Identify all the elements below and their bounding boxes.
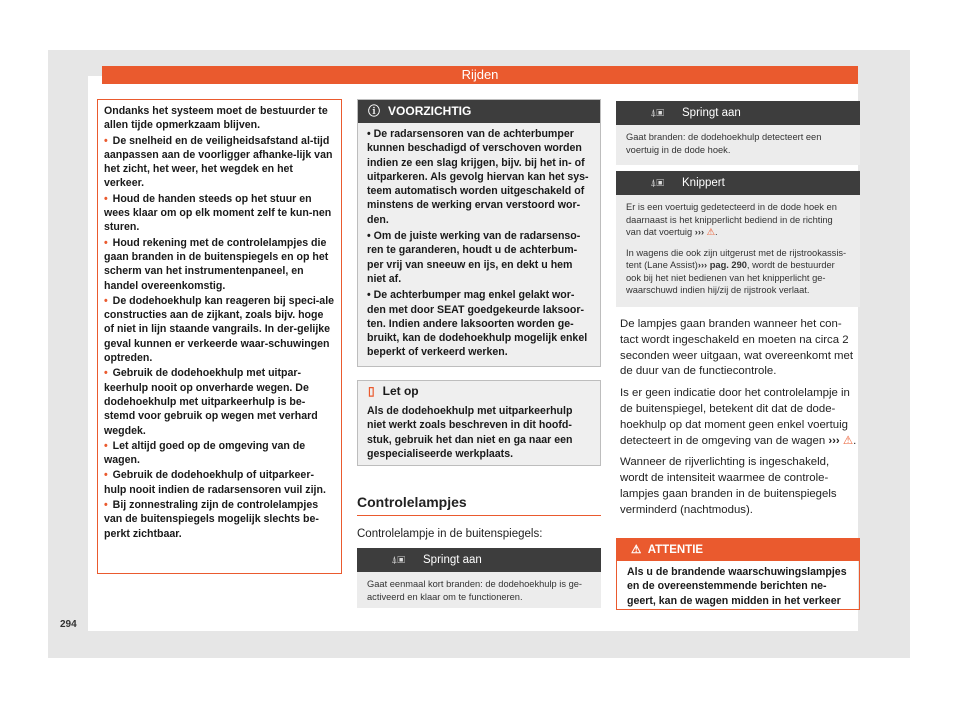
- body-text: [620, 317, 858, 525]
- attention-text: Als u de brandende waarschuwingslampjes en de overeenstemmende berichten ne-geert, kan de wagen midden in het verkeer: [627, 566, 847, 607]
- list-item: • Gebruik de dodehoekhulp of uitparkeer-hulp nooit indien de radarsensoren vuil zijn.: [104, 469, 326, 496]
- bullet-icon: •: [104, 469, 108, 482]
- page-reference-link[interactable]: ››› pag. 290: [697, 260, 747, 270]
- note-header: [358, 381, 600, 401]
- blind-spot-icon: ⍋▣: [650, 107, 664, 119]
- lamp-box-on: [616, 101, 860, 165]
- bullet-icon: •: [104, 499, 108, 512]
- note-text: Als de dodehoekhulp met uitparkeerhulp niet werkt zoals beschreven in dit hoofd-stuk, gebruik het dan niet en ga naar een gespecialiseerde werkplaats.: [367, 405, 573, 460]
- paragraph: Is er geen indicatie door het controlelampje in de buitenspiegel, betekent dit dat de dode-hoekhulp op dat moment geen enkel voertuig detecteert in de omgeving van de wagen ››› ⚠.: [620, 387, 857, 447]
- page-number: 294: [60, 619, 77, 630]
- list-item: • De snelheid en de veiligheidsafstand al-tijd aanpassen aan de voorligger afhanke-lijk van het zicht, het weer, het wegdek en het verkeer.: [104, 134, 333, 190]
- list-item: • De radarsensoren van de achterbumper kunnen beschadigd of verschoven worden indien ze een slag krijgen, bijv. bij het in- of uitparkeren. Als gevolg hiervan kan het sys-teem automatisch worden uitgeschakeld of minstens de werking ervan verstoord wor-den.: [367, 128, 589, 226]
- warning-triangle-icon: ⚠: [842, 434, 854, 447]
- lamp-header: [357, 548, 601, 572]
- paragraph: De lampjes gaan branden wanneer het con-tact wordt ingeschakeld en moeten na circa 2 seconden weer uitgaan, wat overeenkomt met de duur van de functiecontrole.: [620, 318, 854, 378]
- list-item: • Gebruik de dodehoekhulp met uitpar-keerhulp nooit op onverharde wegen. De dodehoekhulp met uitparkeerhulp is be-stemd voor gebruik op wegen met verhard wegdek.: [104, 367, 318, 437]
- warning-continuation-box: [97, 99, 342, 574]
- lamp-header: [616, 171, 860, 195]
- bullet-icon: •: [104, 236, 108, 249]
- blind-spot-icon: ⍋▣: [391, 554, 405, 566]
- list-item: • De achterbumper mag enkel gelakt wor-den met door SEAT goedgekeurde laksoor-ten. Indien andere laksoorten worden ge-bruikt, kan de dodehoekhulp mogelijk enkel beperkt of verkeerd werken.: [367, 289, 588, 359]
- caution-header: [358, 100, 600, 123]
- bullet-icon: •: [104, 192, 108, 205]
- bullet-icon: •: [104, 134, 108, 147]
- note-box: [357, 380, 601, 466]
- list-item: • Houd de handen steeds op het stuur en wees klaar om op elk moment zelf te kun-nen sturen.: [104, 192, 332, 234]
- section-title: Controlelampjes: [357, 494, 467, 510]
- lamp-name: Knippert: [682, 177, 725, 189]
- caution-box: [357, 99, 601, 367]
- bullet-icon: •: [104, 439, 108, 452]
- info-circle-icon: ⓘ: [368, 104, 381, 118]
- lamp-header: [616, 101, 860, 125]
- section-divider: [357, 515, 601, 516]
- section-subtitle: Controlelampje in de buitenspiegels:: [357, 528, 543, 540]
- lamp-box-blinking: [616, 171, 860, 307]
- header-title: Rijden: [102, 66, 858, 84]
- lamp-name: Springt aan: [682, 107, 741, 119]
- warning-triangle-icon: ⚠: [631, 544, 642, 556]
- list-item: • Let altijd goed op de omgeving van de wagen.: [104, 439, 306, 467]
- intro-text: Ondanks het systeem moet de bestuurder te allen tijde opmerkzaam blijven.: [104, 105, 328, 132]
- list-item: • De dodehoekhulp kan reageren bij speci-ale constructies aan de zijkant, zoals bijv. hoge of niet in lijn staande vangrails. In der-gelijke geval kunnen er verkeerde waar-schuwingen optreden.: [104, 294, 335, 365]
- list-item: • Om de juiste werking van de radarsenso-ren te garanderen, houdt u de achterbum-per vrij van sneeuw en ijs, en dekt u hem niet af.: [367, 230, 581, 285]
- bullet-icon: •: [104, 294, 108, 307]
- caution-title: VOORZICHTIG: [388, 104, 472, 118]
- note-title: Let op: [382, 384, 419, 398]
- list-item: • Bij zonnestraling zijn de controlelampjes van de buitenspiegels mogelijk slechts be-perkt zichtbaar.: [104, 499, 319, 540]
- bullet-icon: •: [104, 367, 108, 380]
- attention-title: ATTENTIE: [647, 544, 704, 556]
- note-icon: ▯: [368, 384, 375, 398]
- list-item: • Houd rekening met de controlelampjes die gaan branden in de buitenspiegels en op het scherm van het instrumentenpaneel, en handel overeenkomstig.: [104, 236, 329, 292]
- blind-spot-icon: ⍋▣: [650, 177, 664, 189]
- lamp-name: Springt aan: [423, 554, 482, 566]
- lamp-description: Er is een voertuig gedetecteerd in de dode hoek en daarnaast is het knipperlicht bediend in de richting van dat voertuig ››› ⚠. In wagens die ook zijn uitgerust met de rijstrookassis-tent (Lane Assist)››› pag. 290, wordt de bestuurder ook bij het niet bedienen van het knipperlicht ge-waarschuwd indien hij/zij de rijstrook verlaat.: [626, 202, 847, 295]
- attention-header: [617, 539, 859, 561]
- lamp-box-activated: [357, 548, 601, 608]
- attention-box: [616, 538, 860, 610]
- warning-triangle-icon: ⚠: [706, 227, 715, 237]
- paragraph: Wanneer de rijverlichting is ingeschakeld, wordt de intensiteit waarmee de controle-lampjes gaan branden in de buitenspiegels verminderd (nachtmodus).: [620, 456, 837, 516]
- lamp-description: Gaat eenmaal kort branden: de dodehoekhulp is ge-activeerd en klaar om te functioneren.: [367, 579, 583, 602]
- lamp-description: Gaat branden: de dodehoekhulp detecteert een voertuig in de dode hoek.: [626, 132, 822, 155]
